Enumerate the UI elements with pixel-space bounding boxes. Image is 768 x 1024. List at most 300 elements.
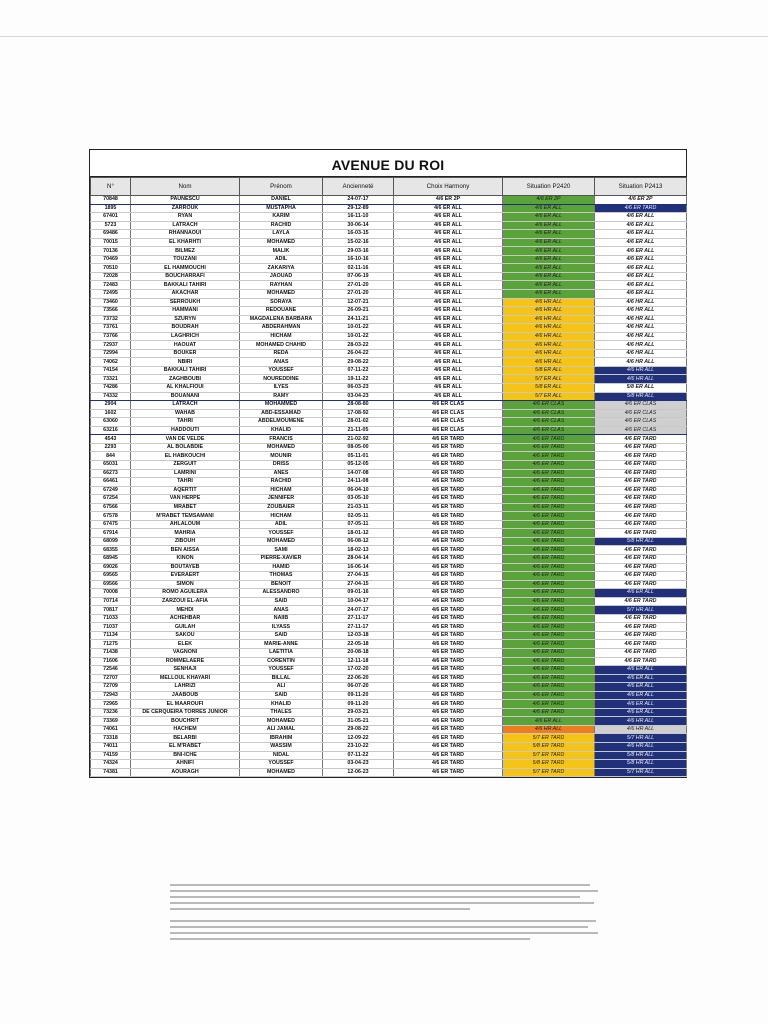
cell-situation-p2413: 5/8 HR ALL (595, 392, 687, 401)
cell-situation-p2420: 4/6 ER TARD (503, 495, 595, 504)
table-row (91, 358, 687, 367)
cell-situation-p2420: 4/6 HR ALL (503, 358, 595, 367)
table-row (91, 478, 687, 487)
cell-anciennete: 22-05-18 (323, 640, 394, 649)
table-header-row (91, 178, 687, 196)
cell-anciennete: 12-09-22 (323, 734, 394, 743)
cell-situation-p2413: 4/6 ER TARD (595, 648, 687, 657)
cell-situation-p2413: 5/8 HR ALL (595, 537, 687, 546)
cell-nom: BAKKALI TAHIRI (131, 366, 240, 375)
cell-number: 72943 (91, 691, 131, 700)
cell-prenom: MARIE-ANNE (240, 640, 323, 649)
cell-situation-p2420: 4/6 ER CLAS (503, 418, 595, 427)
table-row (91, 503, 687, 512)
cell-nom: BOUANANI (131, 392, 240, 401)
cell-nom: JAABOUB (131, 691, 240, 700)
cell-situation-p2413: 4/6 ER 2P (595, 196, 687, 205)
cell-number: 72483 (91, 281, 131, 290)
cell-situation-p2413: 4/6 ER ALL (595, 290, 687, 299)
cell-prenom: KHALID (240, 700, 323, 709)
cell-choix-harmony: 4/6 ER ALL (394, 213, 503, 222)
cell-anciennete: 06-03-23 (323, 384, 394, 393)
cell-situation-p2420: 4/6 ER ALL (503, 230, 595, 239)
cell-situation-p2420: 4/6 ER TARD (503, 554, 595, 563)
cell-situation-p2420: 4/6 ER ALL (503, 204, 595, 213)
cell-prenom: ABDERAHMAN (240, 324, 323, 333)
cell-situation-p2413: 4/6 ER TARD (595, 640, 687, 649)
cell-prenom: CORENTIN (240, 657, 323, 666)
cell-situation-p2413: 5/8 HR ALL (595, 751, 687, 760)
cell-situation-p2413: 4/6 ER ALL (595, 230, 687, 239)
cell-anciennete: 07-11-22 (323, 366, 394, 375)
cell-situation-p2420: 4/6 ER TARD (503, 537, 595, 546)
cell-situation-p2413: 4/6 ER ALL (595, 666, 687, 675)
cell-situation-p2420: 5/8 ER ALL (503, 384, 595, 393)
cell-choix-harmony: 4/6 ER TARD (394, 546, 503, 555)
cell-anciennete: 12-06-23 (323, 768, 394, 777)
cell-prenom: ZAKARIYA (240, 264, 323, 273)
cell-nom: ZIBOUH (131, 537, 240, 546)
cell-nom: DE CERQUEIRA TORRES JUNIOR (131, 708, 240, 717)
cell-anciennete: 29-08-22 (323, 725, 394, 734)
cell-number: 68355 (91, 546, 131, 555)
table-row (91, 196, 687, 205)
table-row (91, 349, 687, 358)
cell-situation-p2413: 4/6 ER ALL (595, 255, 687, 264)
cell-prenom: WASSIM (240, 743, 323, 752)
cell-prenom: DANIEL (240, 196, 323, 205)
cell-prenom: RAMY (240, 392, 323, 401)
cell-nom: AHNIFI (131, 760, 240, 769)
cell-situation-p2420: 4/6 ER ALL (503, 213, 595, 222)
top-rule (0, 36, 768, 37)
cell-choix-harmony: 4/6 ER ALL (394, 247, 503, 256)
cell-number: 72994 (91, 349, 131, 358)
table-row (91, 546, 687, 555)
cell-nom: TAHRI (131, 418, 240, 427)
cell-choix-harmony: 4/6 ER TARD (394, 589, 503, 598)
cell-number: 5723 (91, 221, 131, 230)
cell-anciennete: 24-07-17 (323, 196, 394, 205)
cell-number: 73766 (91, 332, 131, 341)
cell-anciennete: 08-05-00 (323, 443, 394, 452)
table-row (91, 708, 687, 717)
cell-situation-p2413: 4/6 ER CLAS (595, 426, 687, 435)
cell-situation-p2420: 4/6 ER CLAS (503, 401, 595, 410)
cell-situation-p2420: 5/8 ER TARD (503, 743, 595, 752)
cell-number: 70817 (91, 606, 131, 615)
cell-nom: EL HABKOUCHI (131, 452, 240, 461)
cell-number: 63060 (91, 418, 131, 427)
cell-choix-harmony: 4/6 ER TARD (394, 640, 503, 649)
cell-situation-p2420: 4/6 ER ALL (503, 290, 595, 299)
cell-situation-p2420: 4/6 HR ALL (503, 298, 595, 307)
cell-prenom: ABD-ESSAMAD (240, 409, 323, 418)
table-row (91, 238, 687, 247)
cell-number: 2904 (91, 401, 131, 410)
cell-situation-p2420: 4/6 ER TARD (503, 589, 595, 598)
cell-situation-p2420: 4/6 ER TARD (503, 640, 595, 649)
cell-nom: BELARBI (131, 734, 240, 743)
cell-nom: LATRACH (131, 401, 240, 410)
cell-nom: TAHRI (131, 478, 240, 487)
cell-situation-p2420: 4/6 HR ALL (503, 725, 595, 734)
cell-prenom: MOHAMED (240, 537, 323, 546)
cell-number: 70510 (91, 264, 131, 273)
cell-anciennete: 29-03-21 (323, 708, 394, 717)
cell-situation-p2413: 4/6 ER ALL (595, 264, 687, 273)
cell-nom: ZERGUIT (131, 460, 240, 469)
cell-situation-p2420: 4/6 ER TARD (503, 683, 595, 692)
cell-prenom: MOUNIR (240, 452, 323, 461)
cell-situation-p2420: 5/7 ER TARD (503, 768, 595, 777)
cell-number: 69026 (91, 563, 131, 572)
cell-anciennete: 06-04-10 (323, 486, 394, 495)
cell-situation-p2413: 4/6 ER ALL (595, 238, 687, 247)
cell-anciennete: 27-01-20 (323, 281, 394, 290)
cell-prenom: MUSTAPHA (240, 204, 323, 213)
cell-anciennete: 16-11-10 (323, 213, 394, 222)
cell-anciennete: 05-11-01 (323, 452, 394, 461)
cell-choix-harmony: 4/6 ER ALL (394, 255, 503, 264)
cell-situation-p2413: 4/6 ER TARD (595, 503, 687, 512)
cell-nom: BOUTAYEB (131, 563, 240, 572)
cell-nom: AL BOLABDIE (131, 443, 240, 452)
cell-choix-harmony: 4/6 ER CLAS (394, 426, 503, 435)
table-row (91, 401, 687, 410)
cell-situation-p2420: 4/6 ER TARD (503, 478, 595, 487)
table-row (91, 751, 687, 760)
cell-nom: EL KHARHTI (131, 238, 240, 247)
table-row (91, 614, 687, 623)
cell-situation-p2413: 4/6 ER TARD (595, 435, 687, 444)
cell-situation-p2420: 4/6 ER TARD (503, 520, 595, 529)
cell-choix-harmony: 4/6 ER ALL (394, 272, 503, 281)
cell-nom: MEHDI (131, 606, 240, 615)
cell-situation-p2413: 4/6 ER TARD (595, 563, 687, 572)
cell-prenom: ABDELMOUMENE (240, 418, 323, 427)
cell-anciennete: 03-04-23 (323, 392, 394, 401)
cell-number: 73761 (91, 324, 131, 333)
cell-number: 71275 (91, 640, 131, 649)
cell-choix-harmony: 4/6 ER TARD (394, 666, 503, 675)
cell-anciennete: 10-01-22 (323, 332, 394, 341)
cell-nom: ACHEHBAR (131, 614, 240, 623)
cell-choix-harmony: 4/6 ER CLAS (394, 401, 503, 410)
cell-nom: AKACHAR (131, 290, 240, 299)
cell-nom: VAGNONI (131, 648, 240, 657)
cell-choix-harmony: 4/6 ER TARD (394, 657, 503, 666)
table-row (91, 315, 687, 324)
table-row (91, 640, 687, 649)
table-row (91, 486, 687, 495)
cell-situation-p2420: 4/6 ER TARD (503, 657, 595, 666)
cell-anciennete: 28-01-02 (323, 418, 394, 427)
cell-situation-p2420: 4/6 ER TARD (503, 443, 595, 452)
cell-number: 65031 (91, 460, 131, 469)
cell-nom: SZURYN (131, 315, 240, 324)
cell-situation-p2413: 4/6 ER ALL (595, 674, 687, 683)
col-header-situation-p2420: Situation P2420 (503, 178, 595, 196)
cell-number: 74062 (91, 358, 131, 367)
cell-number: 72707 (91, 674, 131, 683)
cell-number: 70469 (91, 255, 131, 264)
cell-situation-p2413: 5/8 ER ALL (595, 384, 687, 393)
cell-prenom: LAYLA (240, 230, 323, 239)
cell-anciennete: 06-08-12 (323, 537, 394, 546)
cell-situation-p2413: 4/6 ER TARD (595, 657, 687, 666)
cell-number: 72937 (91, 341, 131, 350)
cell-anciennete: 07-06-19 (323, 272, 394, 281)
cell-situation-p2413: 5/8 HR ALL (595, 760, 687, 769)
cell-choix-harmony: 4/6 ER TARD (394, 563, 503, 572)
cell-choix-harmony: 4/6 ER ALL (394, 298, 503, 307)
cell-choix-harmony: 4/6 ER ALL (394, 290, 503, 299)
cell-nom: VAN DE VELDE (131, 435, 240, 444)
table-body (91, 196, 687, 777)
cell-number: 73236 (91, 708, 131, 717)
cell-choix-harmony: 4/6 ER ALL (394, 324, 503, 333)
cell-situation-p2413: 4/6 ER ALL (595, 281, 687, 290)
cell-choix-harmony: 4/6 ER TARD (394, 503, 503, 512)
cell-choix-harmony: 4/6 ER ALL (394, 332, 503, 341)
cell-situation-p2413: 4/6 ER TARD (595, 512, 687, 521)
table-row (91, 230, 687, 239)
cell-situation-p2413: 4/6 HR ALL (595, 743, 687, 752)
table-row (91, 366, 687, 375)
cell-situation-p2413: 4/6 ER ALL (595, 700, 687, 709)
cell-nom: LAMRINI (131, 469, 240, 478)
cell-situation-p2413: 4/6 ER TARD (595, 580, 687, 589)
cell-nom: AQERTIT (131, 486, 240, 495)
cell-situation-p2413: 4/6 ER TARD (595, 486, 687, 495)
table-row (91, 495, 687, 504)
cell-anciennete: 07-05-11 (323, 520, 394, 529)
cell-nom: MELLOUL KHAYARI (131, 674, 240, 683)
cell-number: 67914 (91, 529, 131, 538)
cell-situation-p2420: 4/6 HR ALL (503, 315, 595, 324)
cell-situation-p2413: 4/6 ER ALL (595, 589, 687, 598)
cell-nom: RHANNAOUI (131, 230, 240, 239)
cell-situation-p2413: 4/6 ER TARD (595, 546, 687, 555)
cell-prenom: JAOUAD (240, 272, 323, 281)
cell-prenom: YOUSSEF (240, 529, 323, 538)
cell-situation-p2413: 4/6 ER ALL (595, 213, 687, 222)
cell-situation-p2413: 4/6 ER ALL (595, 272, 687, 281)
cell-situation-p2413: 4/6 ER TARD (595, 478, 687, 487)
table-row (91, 743, 687, 752)
table-row (91, 332, 687, 341)
cell-situation-p2420: 4/6 ER ALL (503, 221, 595, 230)
table-row (91, 213, 687, 222)
cell-number: 72709 (91, 683, 131, 692)
cell-prenom: ALESSANDRO (240, 589, 323, 598)
cell-nom: AOURAGH (131, 768, 240, 777)
cell-choix-harmony: 4/6 ER TARD (394, 495, 503, 504)
cell-situation-p2413: 4/6 ER TARD (595, 529, 687, 538)
table-row (91, 580, 687, 589)
cell-prenom: IBRAHIM (240, 734, 323, 743)
illegible-footer-text (170, 882, 598, 952)
cell-choix-harmony: 4/6 ER TARD (394, 743, 503, 752)
cell-nom: BOUDRAH (131, 324, 240, 333)
cell-situation-p2413: 4/6 ER CLAS (595, 418, 687, 427)
cell-number: 2293 (91, 443, 131, 452)
cell-nom: RYAN (131, 213, 240, 222)
cell-anciennete: 12-11-18 (323, 657, 394, 666)
table-row (91, 324, 687, 333)
cell-choix-harmony: 4/6 ER TARD (394, 537, 503, 546)
cell-situation-p2413: 4/6 HR ALL (595, 307, 687, 316)
cell-nom: AHLALOUM (131, 520, 240, 529)
cell-nom: SIMON (131, 580, 240, 589)
cell-prenom: SAMI (240, 546, 323, 555)
cell-situation-p2420: 4/6 ER ALL (503, 281, 595, 290)
table-row (91, 418, 687, 427)
cell-situation-p2420: 5/7 ER TARD (503, 751, 595, 760)
cell-number: 70714 (91, 597, 131, 606)
table-row (91, 469, 687, 478)
cell-prenom: ALI (240, 683, 323, 692)
cell-situation-p2413: 4/6 ER CLAS (595, 401, 687, 410)
cell-situation-p2420: 4/6 ER TARD (503, 700, 595, 709)
col-header-anciennete: Ancienneté (323, 178, 394, 196)
cell-anciennete: 29-08-22 (323, 358, 394, 367)
cell-number: 71606 (91, 657, 131, 666)
cell-anciennete: 12-03-18 (323, 631, 394, 640)
cell-anciennete: 22-06-20 (323, 674, 394, 683)
cell-situation-p2420: 4/6 ER TARD (503, 435, 595, 444)
col-header-situation-p2413: Situation P2413 (595, 178, 687, 196)
cell-anciennete: 16-06-14 (323, 563, 394, 572)
cell-anciennete: 10-04-17 (323, 597, 394, 606)
cell-nom: KINON (131, 554, 240, 563)
cell-situation-p2413: 4/6 ER TARD (595, 631, 687, 640)
cell-situation-p2420: 4/6 ER TARD (503, 631, 595, 640)
cell-anciennete: 23-10-22 (323, 743, 394, 752)
cell-anciennete: 06-07-20 (323, 683, 394, 692)
cell-number: 71033 (91, 614, 131, 623)
cell-situation-p2420: 4/6 HR ALL (503, 341, 595, 350)
cell-situation-p2413: 4/6 HR ALL (595, 315, 687, 324)
cell-prenom: RACHID (240, 221, 323, 230)
cell-choix-harmony: 4/6 ER ALL (394, 349, 503, 358)
table-row (91, 572, 687, 581)
cell-prenom: PIERRE-XAVIER (240, 554, 323, 563)
cell-choix-harmony: 4/6 ER TARD (394, 734, 503, 743)
cell-choix-harmony: 4/6 ER CLAS (394, 418, 503, 427)
cell-anciennete: 09-11-20 (323, 691, 394, 700)
cell-prenom: MAGDALENA BARBARA (240, 315, 323, 324)
cell-anciennete: 20-08-18 (323, 648, 394, 657)
cell-choix-harmony: 4/6 ER ALL (394, 358, 503, 367)
cell-prenom: MALIK (240, 247, 323, 256)
cell-nom: ZARROUK (131, 204, 240, 213)
table-row (91, 307, 687, 316)
cell-prenom: MOHAMED (240, 443, 323, 452)
cell-choix-harmony: 4/6 ER TARD (394, 529, 503, 538)
cell-number: 71134 (91, 631, 131, 640)
cell-nom: BNI-ICHE (131, 751, 240, 760)
cell-prenom: LAETITIA (240, 648, 323, 657)
table-row (91, 281, 687, 290)
cell-choix-harmony: 4/6 ER ALL (394, 341, 503, 350)
table-row (91, 657, 687, 666)
cell-anciennete: 24-11-08 (323, 478, 394, 487)
cell-prenom: ADIL (240, 520, 323, 529)
table-row (91, 683, 687, 692)
cell-anciennete: 02-05-11 (323, 512, 394, 521)
cell-number: 73369 (91, 717, 131, 726)
cell-anciennete: 03-05-10 (323, 495, 394, 504)
col-header-number: N° (91, 178, 131, 196)
cell-choix-harmony: 4/6 ER TARD (394, 717, 503, 726)
cell-prenom: NOUREDDINE (240, 375, 323, 384)
cell-situation-p2420: 5/7 ER ALL (503, 375, 595, 384)
cell-prenom: THALES (240, 708, 323, 717)
cell-nom: LAHRIZI (131, 683, 240, 692)
cell-situation-p2420: 5/8 ER ALL (503, 366, 595, 375)
cell-nom: ROMMELAERE (131, 657, 240, 666)
cell-prenom: HICHAM (240, 332, 323, 341)
cell-nom: GUILAH (131, 623, 240, 632)
footer-note-illegible (170, 882, 598, 954)
roster-table (90, 177, 687, 777)
cell-prenom: MOHAMED (240, 768, 323, 777)
cell-nom: EVERAERT (131, 572, 240, 581)
cell-anciennete: 18-02-13 (323, 546, 394, 555)
cell-number: 73318 (91, 734, 131, 743)
cell-number: 74324 (91, 760, 131, 769)
table-row (91, 674, 687, 683)
cell-situation-p2413: 5/7 HR ALL (595, 734, 687, 743)
table-row (91, 247, 687, 256)
cell-situation-p2420: 4/6 ER TARD (503, 529, 595, 538)
cell-choix-harmony: 4/6 ER ALL (394, 238, 503, 247)
cell-anciennete: 21-03-11 (323, 503, 394, 512)
cell-nom: EL MAAROUFI (131, 700, 240, 709)
table-row (91, 512, 687, 521)
cell-choix-harmony: 4/6 ER ALL (394, 281, 503, 290)
cell-number: 66273 (91, 469, 131, 478)
cell-situation-p2413: 4/6 HR ALL (595, 358, 687, 367)
table-row (91, 272, 687, 281)
table-row (91, 443, 687, 452)
cell-prenom: KARIM (240, 213, 323, 222)
cell-anciennete: 21-02-92 (323, 435, 394, 444)
cell-choix-harmony: 4/6 ER TARD (394, 725, 503, 734)
cell-nom: TOUZANI (131, 255, 240, 264)
cell-anciennete: 15-02-16 (323, 238, 394, 247)
table-row (91, 255, 687, 264)
table-row (91, 341, 687, 350)
cell-number: 67254 (91, 495, 131, 504)
cell-number: 67249 (91, 486, 131, 495)
cell-nom: BEN AISSA (131, 546, 240, 555)
cell-number: 72965 (91, 700, 131, 709)
cell-prenom: NIDAL (240, 751, 323, 760)
cell-nom: VAN HERPE (131, 495, 240, 504)
table-row (91, 298, 687, 307)
cell-situation-p2420: 5/7 ER TARD (503, 734, 595, 743)
cell-situation-p2413: 4/6 ER TARD (595, 554, 687, 563)
cell-number: 73566 (91, 307, 131, 316)
cell-situation-p2420: 4/6 ER TARD (503, 606, 595, 615)
cell-nom: NBIRI (131, 358, 240, 367)
cell-anciennete: 28-08-80 (323, 401, 394, 410)
cell-situation-p2413: 4/6 HR ALL (595, 717, 687, 726)
cell-choix-harmony: 4/6 ER TARD (394, 520, 503, 529)
